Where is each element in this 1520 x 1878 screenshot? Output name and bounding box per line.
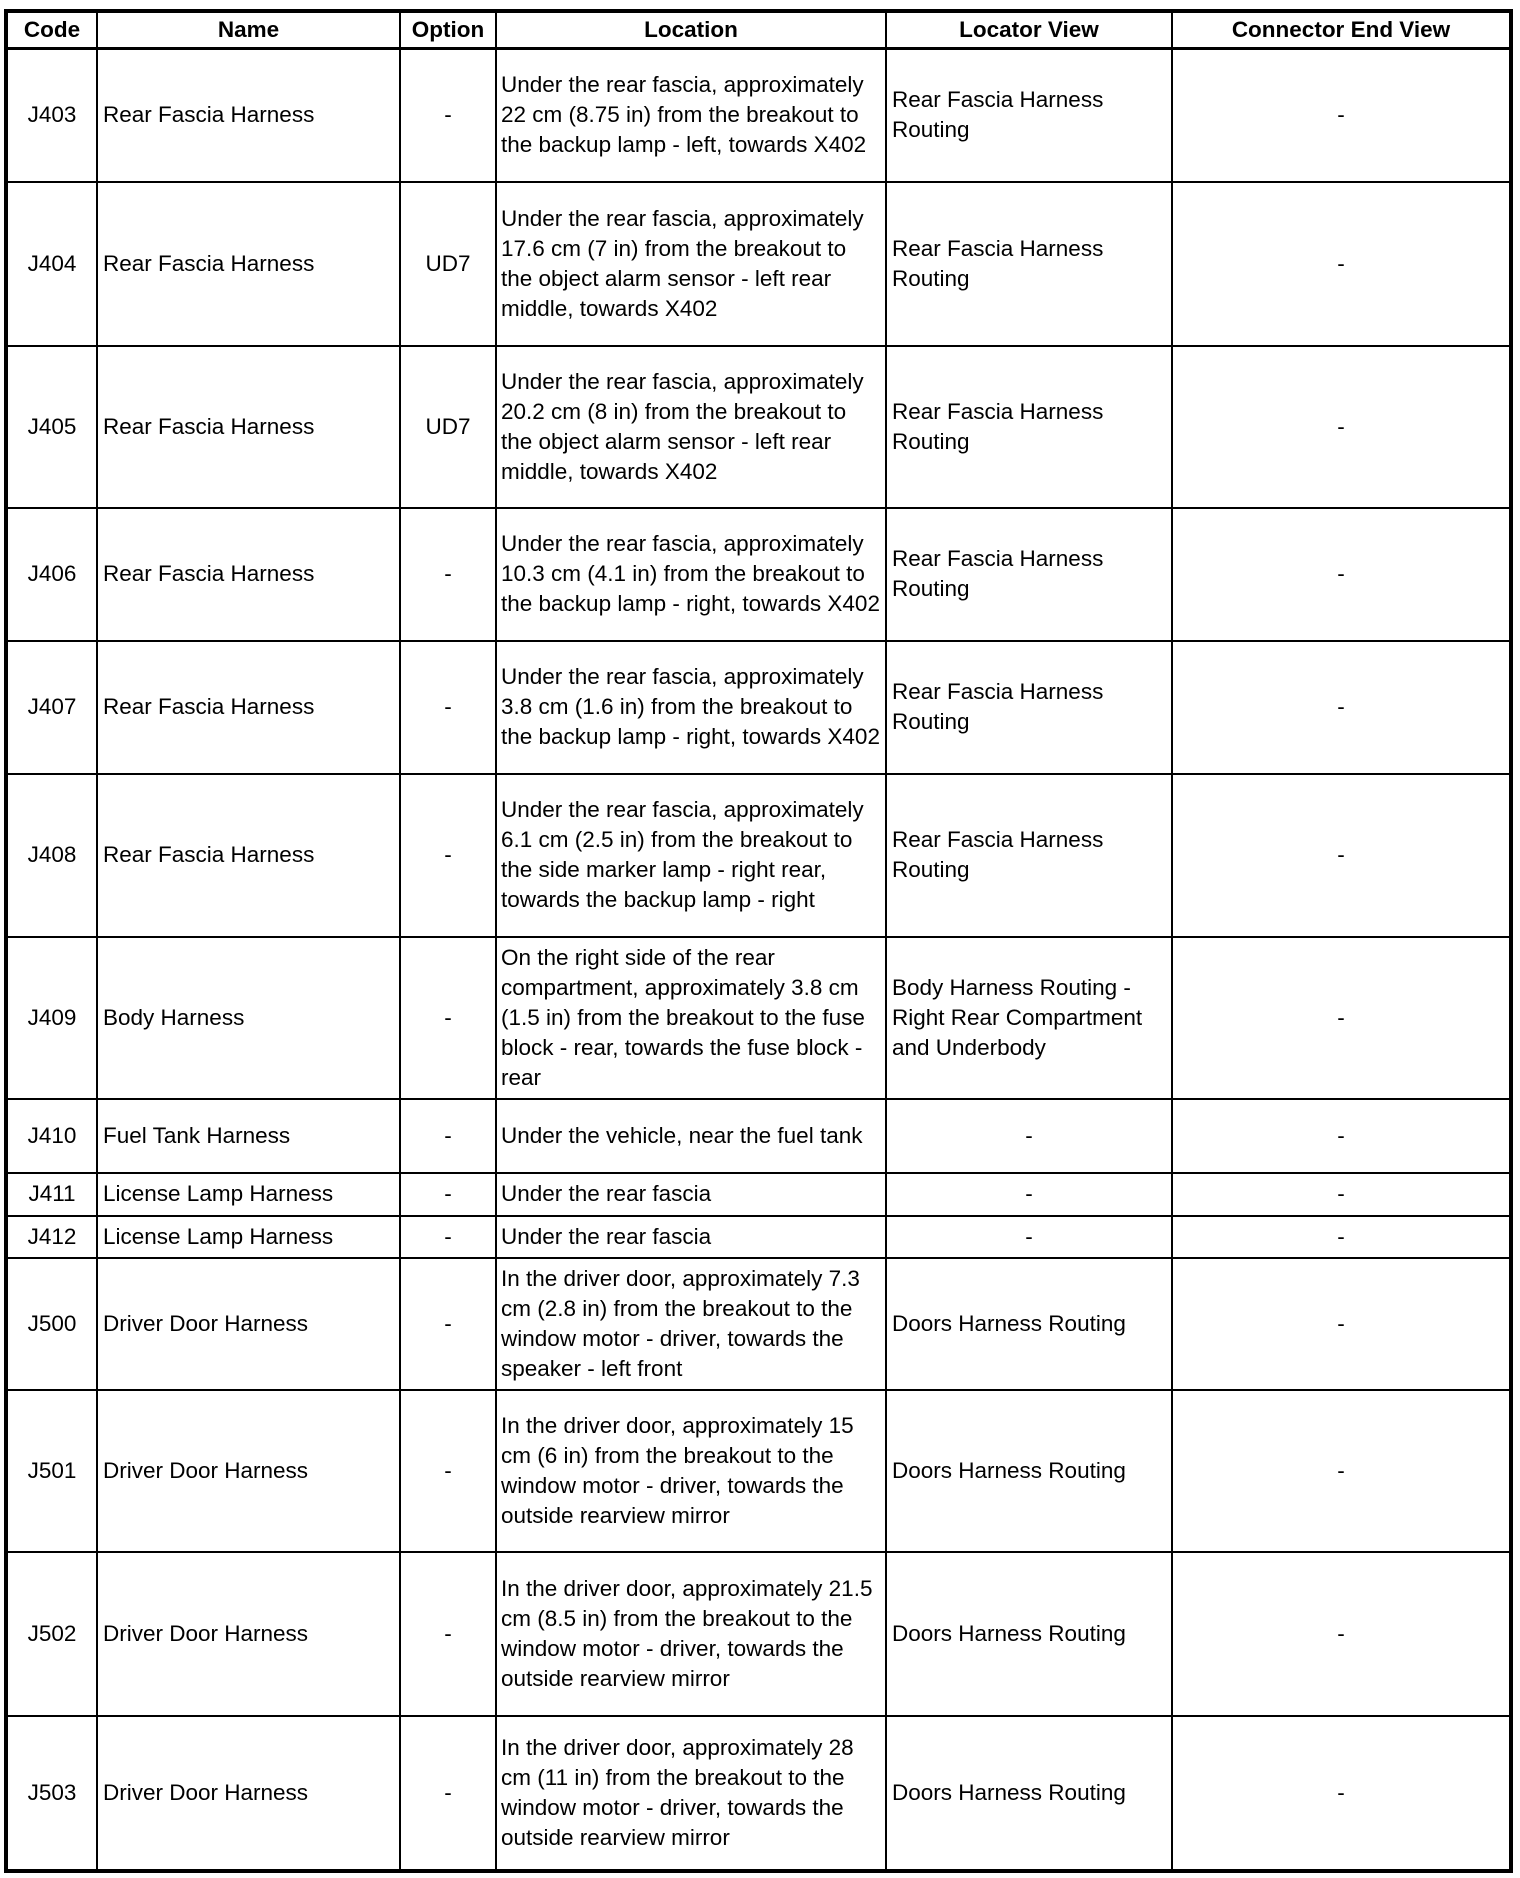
table-row	[6, 641, 1511, 774]
connector-end-view-cell: -	[1172, 1216, 1511, 1258]
option-cell: -	[400, 1390, 496, 1552]
name-cell: Driver Door Harness	[97, 1258, 400, 1390]
locator-view-cell: Doors Harness Routing	[886, 1552, 1172, 1716]
connector-end-view-cell: -	[1172, 774, 1511, 937]
header-name: Name	[97, 11, 400, 49]
code-cell: J502	[6, 1552, 97, 1716]
location-cell: Under the rear fascia, approximately 6.1 cm (2.5 in) from the breakout to the side marker lamp - right rear, towards the backup lamp - right	[496, 774, 886, 937]
code-cell: J503	[6, 1716, 97, 1871]
locator-view-cell: -	[886, 1173, 1172, 1216]
code-cell: J405	[6, 346, 97, 508]
connector-end-view-cell: -	[1172, 1099, 1511, 1173]
locator-view-cell: Rear Fascia Harness Routing	[886, 182, 1172, 346]
connector-end-view-cell: -	[1172, 1258, 1511, 1390]
table-row	[6, 1258, 1511, 1390]
location-cell: Under the rear fascia, approximately 10.3 cm (4.1 in) from the breakout to the backup lamp - right, towards X402	[496, 508, 886, 641]
location-cell: In the driver door, approximately 21.5 cm (8.5 in) from the breakout to the window motor - driver, towards the outside rearview mirror	[496, 1552, 886, 1716]
name-cell: License Lamp Harness	[97, 1173, 400, 1216]
code-cell: J411	[6, 1173, 97, 1216]
option-cell: -	[400, 774, 496, 937]
connector-end-view-cell: -	[1172, 1390, 1511, 1552]
option-cell: -	[400, 1173, 496, 1216]
option-cell: -	[400, 508, 496, 641]
connector-end-view-cell: -	[1172, 1552, 1511, 1716]
option-cell: -	[400, 1216, 496, 1258]
table-row	[6, 1216, 1511, 1258]
table-row	[6, 508, 1511, 641]
locator-view-cell: Doors Harness Routing	[886, 1258, 1172, 1390]
name-cell: Driver Door Harness	[97, 1390, 400, 1552]
code-cell: J407	[6, 641, 97, 774]
table-row	[6, 1716, 1511, 1871]
name-cell: Rear Fascia Harness	[97, 774, 400, 937]
name-cell: Rear Fascia Harness	[97, 346, 400, 508]
header-location: Location	[496, 11, 886, 49]
table-row	[6, 49, 1511, 182]
location-cell: Under the rear fascia, approximately 17.6 cm (7 in) from the breakout to the object alarm sensor - left rear middle, towards X402	[496, 182, 886, 346]
code-cell: J409	[6, 937, 97, 1099]
option-cell: -	[400, 1552, 496, 1716]
table-row	[6, 937, 1511, 1099]
option-cell: -	[400, 1716, 496, 1871]
table-row	[6, 346, 1511, 508]
connector-end-view-cell: -	[1172, 508, 1511, 641]
table-row	[6, 1173, 1511, 1216]
location-cell: In the driver door, approximately 7.3 cm (2.8 in) from the breakout to the window motor - driver, towards the speaker - left front	[496, 1258, 886, 1390]
location-cell: In the driver door, approximately 15 cm (6 in) from the breakout to the window motor - driver, towards the outside rearview mirror	[496, 1390, 886, 1552]
option-cell: -	[400, 1258, 496, 1390]
code-cell: J410	[6, 1099, 97, 1173]
locator-view-cell: Rear Fascia Harness Routing	[886, 49, 1172, 182]
location-cell: Under the rear fascia, approximately 22 cm (8.75 in) from the breakout to the backup lamp - left, towards X402	[496, 49, 886, 182]
table-row	[6, 1099, 1511, 1173]
connector-end-view-cell: -	[1172, 346, 1511, 508]
locator-view-cell: Doors Harness Routing	[886, 1716, 1172, 1871]
code-cell: J404	[6, 182, 97, 346]
location-cell: On the right side of the rear compartment, approximately 3.8 cm (1.5 in) from the breakout to the fuse block - rear, towards the fuse block - rear	[496, 937, 886, 1099]
header-connector-end-view: Connector End View	[1172, 11, 1511, 49]
locator-view-cell: Body Harness Routing - Right Rear Compartment and Underbody	[886, 937, 1172, 1099]
option-cell: UD7	[400, 346, 496, 508]
header-locator-view: Locator View	[886, 11, 1172, 49]
location-cell: In the driver door, approximately 28 cm (11 in) from the breakout to the window motor - driver, towards the outside rearview mirror	[496, 1716, 886, 1871]
locator-view-cell: -	[886, 1099, 1172, 1173]
locator-view-cell: Doors Harness Routing	[886, 1390, 1172, 1552]
location-cell: Under the rear fascia, approximately 20.2 cm (8 in) from the breakout to the object alarm sensor - left rear middle, towards X402	[496, 346, 886, 508]
name-cell: Rear Fascia Harness	[97, 49, 400, 182]
locator-view-cell: Rear Fascia Harness Routing	[886, 774, 1172, 937]
name-cell: Rear Fascia Harness	[97, 641, 400, 774]
code-cell: J403	[6, 49, 97, 182]
option-cell: -	[400, 641, 496, 774]
connector-end-view-cell: -	[1172, 49, 1511, 182]
locator-view-cell: -	[886, 1216, 1172, 1258]
connector-end-view-cell: -	[1172, 937, 1511, 1099]
option-cell: UD7	[400, 182, 496, 346]
connector-end-view-cell: -	[1172, 641, 1511, 774]
location-cell: Under the rear fascia	[496, 1216, 886, 1258]
name-cell: License Lamp Harness	[97, 1216, 400, 1258]
connector-end-view-cell: -	[1172, 182, 1511, 346]
name-cell: Rear Fascia Harness	[97, 508, 400, 641]
name-cell: Driver Door Harness	[97, 1716, 400, 1871]
header-row	[6, 11, 1511, 49]
table-row	[6, 182, 1511, 346]
locator-view-cell: Rear Fascia Harness Routing	[886, 641, 1172, 774]
table-row	[6, 1552, 1511, 1716]
connector-table	[4, 9, 1513, 1873]
name-cell: Rear Fascia Harness	[97, 182, 400, 346]
code-cell: J501	[6, 1390, 97, 1552]
code-cell: J412	[6, 1216, 97, 1258]
header-code: Code	[6, 11, 97, 49]
location-cell: Under the rear fascia	[496, 1173, 886, 1216]
table-row	[6, 1390, 1511, 1552]
name-cell: Body Harness	[97, 937, 400, 1099]
header-option: Option	[400, 11, 496, 49]
option-cell: -	[400, 49, 496, 182]
code-cell: J500	[6, 1258, 97, 1390]
connector-end-view-cell: -	[1172, 1716, 1511, 1871]
location-cell: Under the rear fascia, approximately 3.8 cm (1.6 in) from the breakout to the backup lamp - right, towards X402	[496, 641, 886, 774]
code-cell: J408	[6, 774, 97, 937]
connector-end-view-cell: -	[1172, 1173, 1511, 1216]
option-cell: -	[400, 1099, 496, 1173]
name-cell: Fuel Tank Harness	[97, 1099, 400, 1173]
location-cell: Under the vehicle, near the fuel tank	[496, 1099, 886, 1173]
name-cell: Driver Door Harness	[97, 1552, 400, 1716]
code-cell: J406	[6, 508, 97, 641]
option-cell: -	[400, 937, 496, 1099]
locator-view-cell: Rear Fascia Harness Routing	[886, 346, 1172, 508]
table-row	[6, 774, 1511, 937]
locator-view-cell: Rear Fascia Harness Routing	[886, 508, 1172, 641]
